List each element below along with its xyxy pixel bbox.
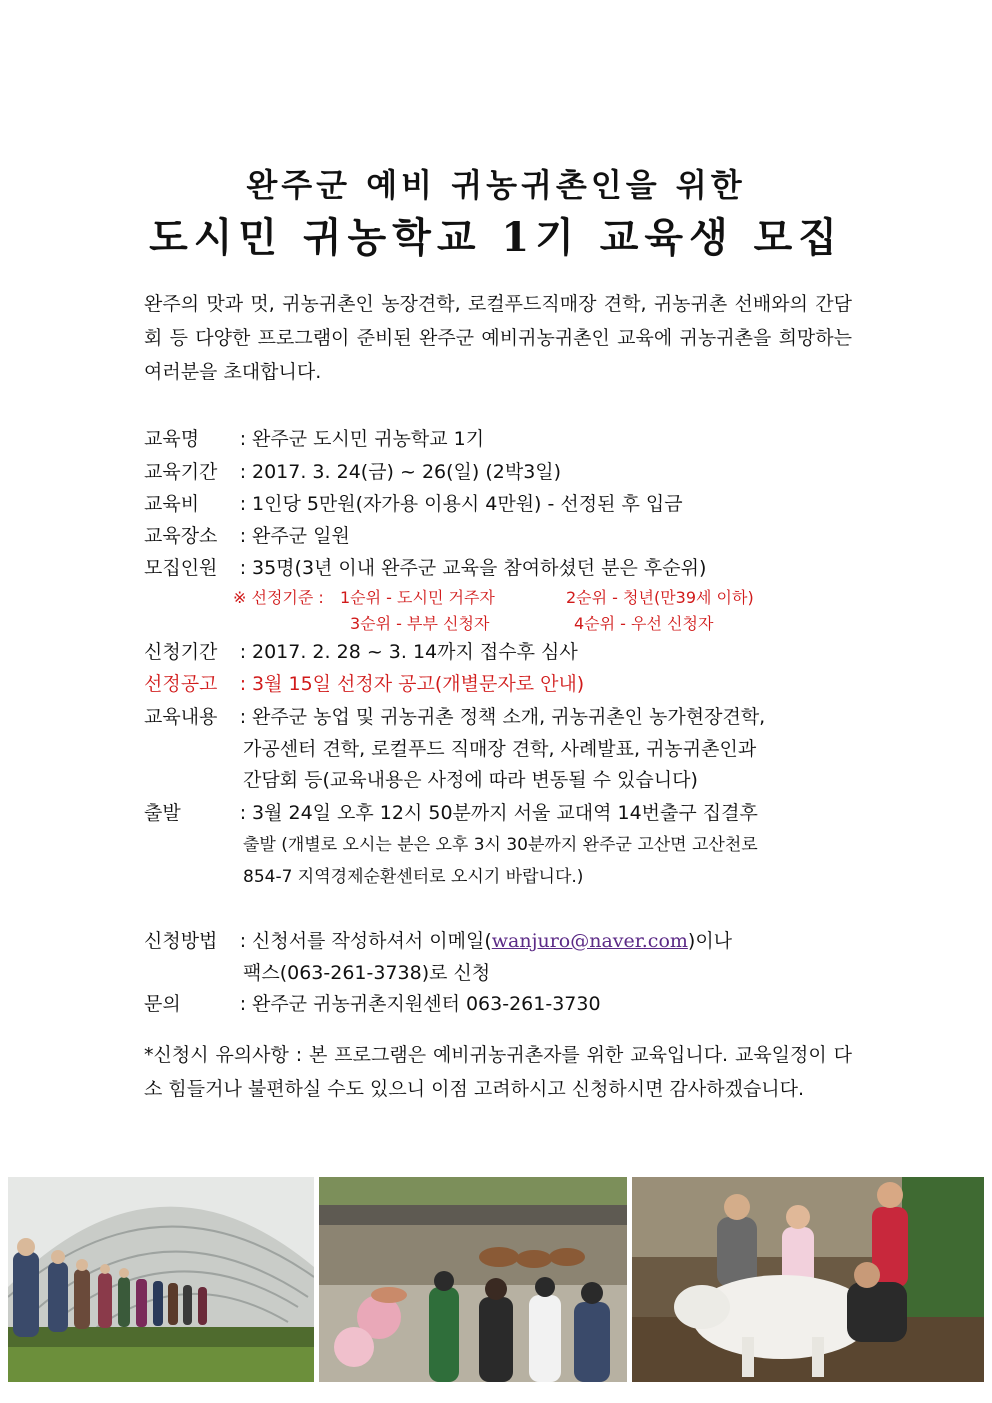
label-place: 교육장소 (144, 525, 218, 547)
row-content: 교육내용 : 완주군 농업 및 귀농귀촌 정책 소개, 귀농귀촌인 농가현장견학, (144, 701, 765, 733)
value-inquiry: 완주군 귀농귀촌지원센터 063-261-3730 (252, 993, 601, 1015)
row-period: 교육기간 : 2017. 3. 24(금) ~ 26(일) (2박3일) (144, 456, 561, 488)
photo-goat (632, 1177, 984, 1382)
label-departure: 출발 (144, 802, 181, 824)
row-departure: 출발 : 3월 24일 오후 12시 50분까지 서울 교대역 14번출구 집결후 (144, 797, 758, 829)
criteria-prefix: ※ 선정기준 : (233, 588, 324, 607)
row-fee: 교육비 : 1인당 5만원(자가용 이용시 4만원) - 선정된 후 입금 (144, 488, 683, 520)
value-content-line-1: 완주군 농업 및 귀농귀촌 정책 소개, 귀농귀촌인 농가현장견학, (252, 706, 766, 728)
value-content-line-2: 가공센터 견학, 로컬푸드 직매장 견학, 사례발표, 귀농귀촌인과 (243, 738, 757, 760)
photo-strip (8, 1177, 984, 1382)
row-recruit: 모집인원 : 35명(3년 이내 완주군 교육을 참여하셨던 분은 후순위) (144, 552, 706, 584)
row-inquiry: 문의 : 완주군 귀농귀촌지원센터 063-261-3730 (144, 988, 601, 1020)
value-course-name: 완주군 도시민 귀농학교 1기 (252, 428, 485, 450)
value-announce: 3월 15일 선정자 공고(개별문자로 안내) (252, 673, 585, 695)
label-method: 신청방법 (144, 930, 218, 952)
title-line-1: 완주군 예비 귀농귀촌인을 위한 (246, 166, 746, 204)
criteria-priority-2: 2순위 - 청년(만39세 이하) (566, 588, 754, 607)
value-apply-period: 2017. 2. 28 ~ 3. 14까지 접수후 심사 (252, 641, 578, 663)
row-method: 신청방법 : 신청서를 작성하셔서 이메일(wanjuro@naver.com)이나 (144, 925, 732, 957)
label-fee: 교육비 (144, 493, 200, 515)
label-period: 교육기간 (144, 461, 218, 483)
value-fee: 1인당 5만원(자가용 이용시 4만원) - 선정된 후 입금 (252, 493, 683, 515)
value-method-line-2: 팩스(063-261-3738)로 신청 (243, 962, 491, 984)
row-course-name: 교육명 : 완주군 도시민 귀농학교 1기 (144, 423, 484, 455)
value-recruit: 35명(3년 이내 완주군 교육을 참여하셨던 분은 후순위) (252, 557, 707, 579)
label-course-name: 교육명 (144, 428, 200, 450)
criteria-priority-4: 4순위 - 우선 신청자 (574, 614, 714, 633)
row-place: 교육장소 : 완주군 일원 (144, 520, 350, 552)
row-announce: 선정공고 : 3월 15일 선정자 공고(개별문자로 안내) (144, 668, 584, 700)
value-method-post: )이나 (687, 930, 733, 952)
photo-cattle-farm (319, 1177, 627, 1382)
label-announce: 선정공고 (144, 673, 218, 695)
value-content-line-3: 간담회 등(교육내용은 사정에 따라 변동될 수 있습니다) (243, 769, 698, 791)
email-link[interactable]: wanjuro@naver.com (491, 930, 688, 952)
value-departure-line-2: 출발 (개별로 오시는 분은 오후 3시 30분까지 완주군 고산면 고산천로 (243, 835, 758, 855)
intro-paragraph: 완주의 맛과 멋, 귀농귀촌인 농장견학, 로컬푸드직매장 견학, 귀농귀촌 선배와의 간담회 등 다양한 프로그램이 준비된 완주군 예비귀농귀촌인 교육에 귀농귀촌을 희망하는 여러분을 초대합니다. (144, 293, 852, 383)
criteria-priority-1: 1순위 - 도시민 거주자 (340, 588, 495, 607)
row-apply-period: 신청기간 : 2017. 2. 28 ~ 3. 14까지 접수후 심사 (144, 636, 578, 668)
title-line-2: 도시민 귀농학교 1기 교육생 모집 (149, 214, 843, 261)
value-method-pre: 신청서를 작성하셔서 이메일( (252, 930, 492, 952)
value-period: 2017. 3. 24(금) ~ 26(일) (2박3일) (252, 461, 562, 483)
value-departure-line-1: 3월 24일 오후 12시 50분까지 서울 교대역 14번출구 집결후 (252, 802, 758, 824)
value-place: 완주군 일원 (252, 525, 350, 547)
label-recruit: 모집인원 (144, 557, 218, 579)
photo-greenhouse (8, 1177, 314, 1382)
label-apply-period: 신청기간 (144, 641, 218, 663)
label-content: 교육내용 (144, 706, 218, 728)
notice-paragraph: *신청시 유의사항 : 본 프로그램은 예비귀농귀촌자를 위한 교육입니다. 교육일정이 다소 힘들거나 불편하실 수도 있으니 이점 고려하시고 신청하시면 감사하겠습니다. (144, 1044, 852, 1100)
label-inquiry: 문의 (144, 993, 181, 1015)
criteria-priority-3: 3순위 - 부부 신청자 (350, 614, 490, 633)
value-departure-line-3: 854-7 지역경제순환센터로 오시기 바랍니다.) (243, 867, 584, 887)
